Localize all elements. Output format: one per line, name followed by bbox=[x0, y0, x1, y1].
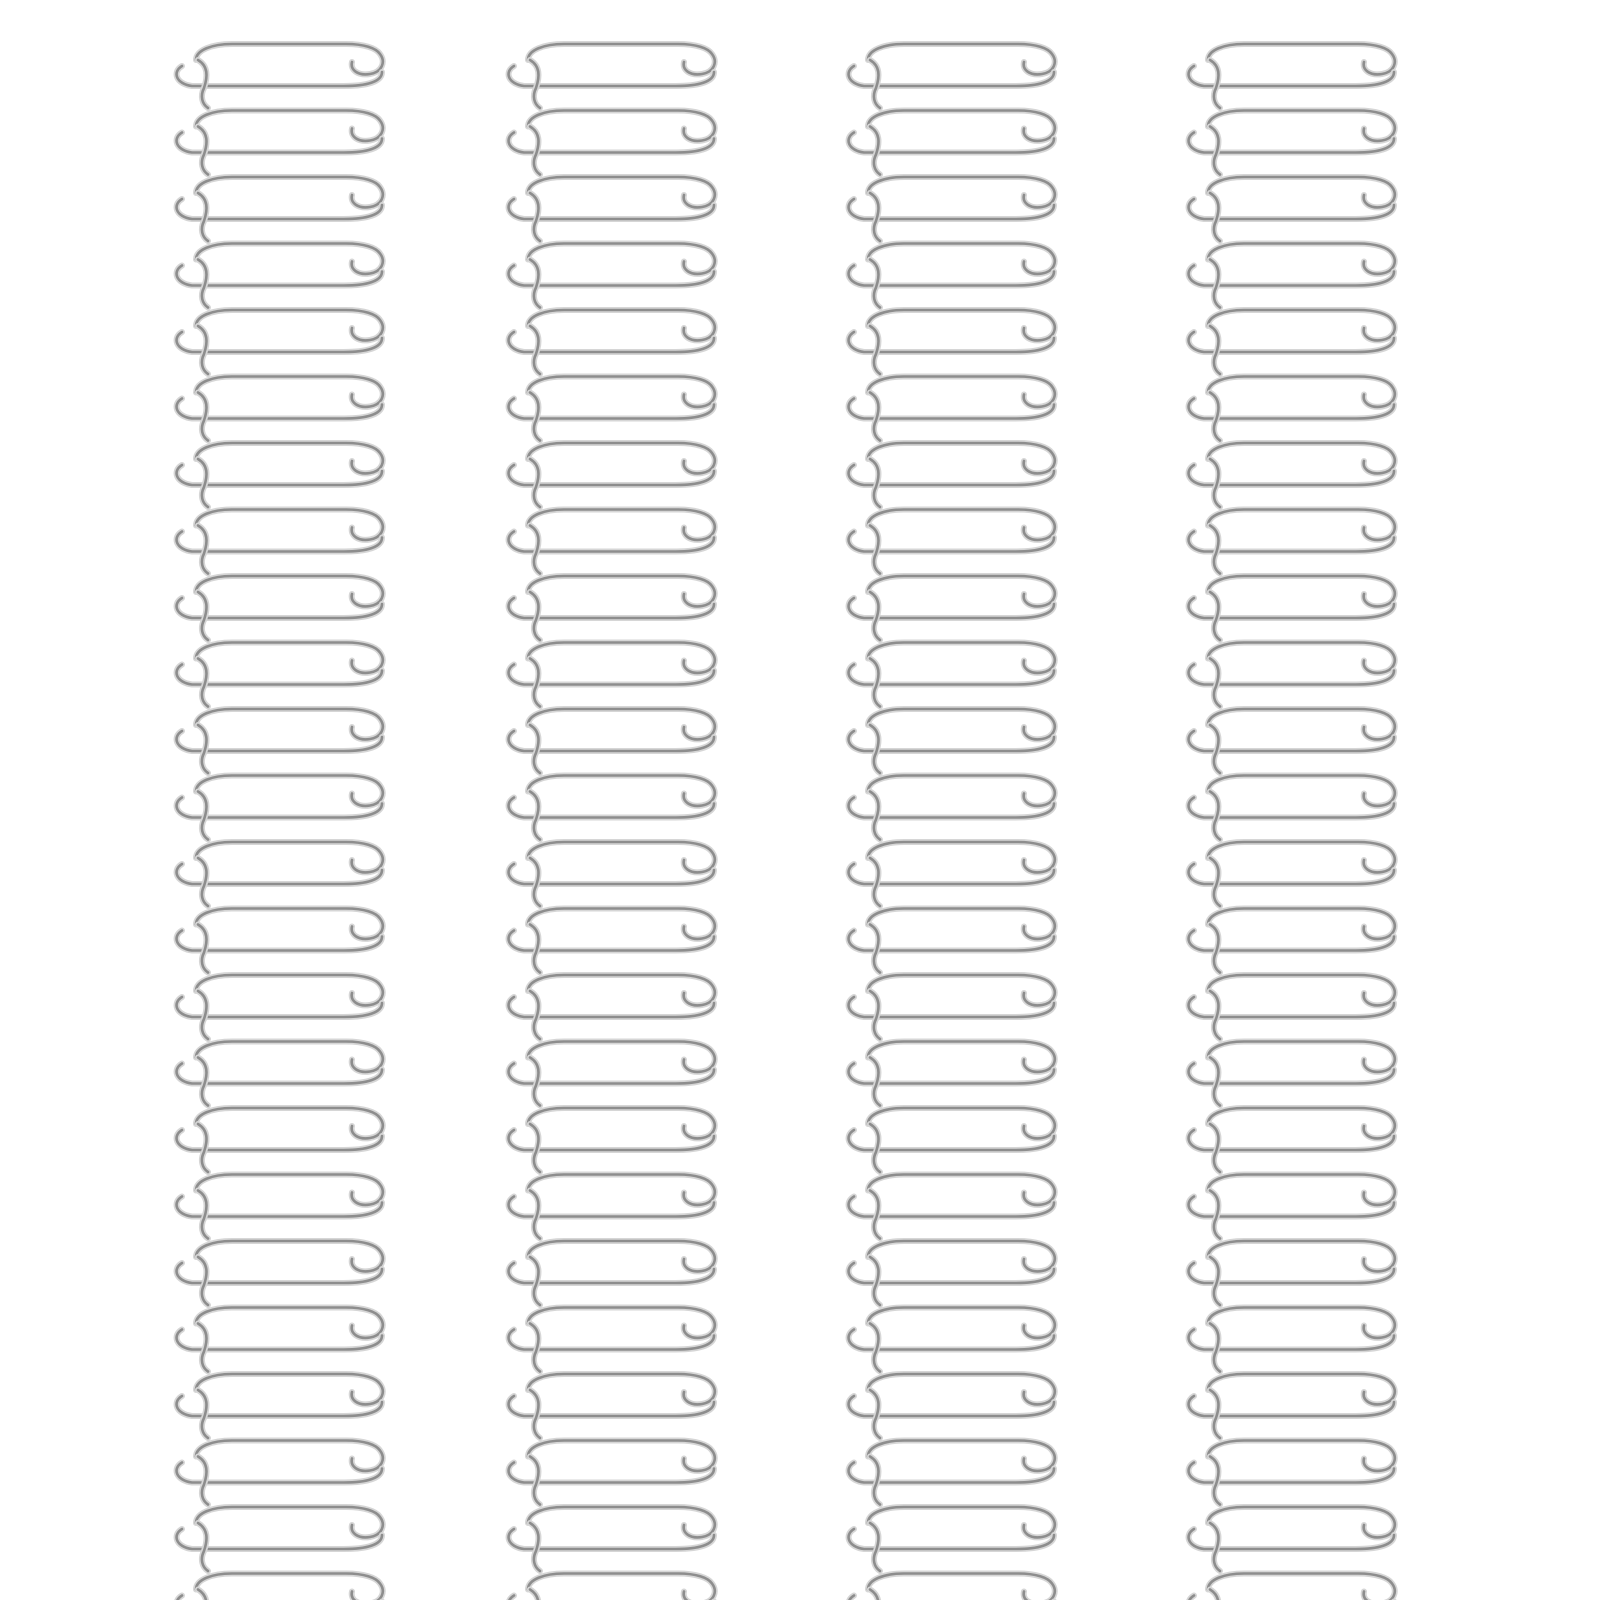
wire-loop bbox=[849, 975, 1055, 1039]
wire-loop bbox=[509, 909, 715, 973]
wire-loop bbox=[509, 177, 715, 241]
wire-loop bbox=[849, 842, 1055, 906]
wire-loop bbox=[1189, 1308, 1395, 1372]
wire-loop bbox=[1189, 177, 1395, 241]
wire-loop bbox=[1189, 1042, 1395, 1106]
wire-loop bbox=[849, 44, 1055, 108]
wire-loop bbox=[849, 1042, 1055, 1106]
wire-loop bbox=[1189, 1507, 1395, 1571]
wire-loop bbox=[177, 1108, 383, 1172]
wire-loop bbox=[849, 1308, 1055, 1372]
wire-loop bbox=[849, 177, 1055, 241]
wire-loop bbox=[177, 1574, 383, 1600]
wire-loop bbox=[849, 111, 1055, 175]
wire-loop bbox=[509, 111, 715, 175]
wire-loop bbox=[1189, 776, 1395, 840]
wire-loop bbox=[177, 1175, 383, 1239]
wire-loop bbox=[509, 244, 715, 308]
wire-loop bbox=[177, 975, 383, 1039]
wire-loop bbox=[509, 975, 715, 1039]
wire-loop bbox=[1189, 443, 1395, 507]
wire-loop bbox=[849, 1374, 1055, 1438]
wire-loop bbox=[849, 443, 1055, 507]
wire-loop bbox=[1189, 842, 1395, 906]
wire-loop bbox=[177, 44, 383, 108]
wire-loop bbox=[177, 377, 383, 441]
wire-loop bbox=[509, 377, 715, 441]
wire-loop bbox=[849, 1574, 1055, 1600]
wire-loop bbox=[1189, 310, 1395, 374]
wire-loop bbox=[177, 842, 383, 906]
wire-spine bbox=[177, 44, 383, 1600]
wire-loop bbox=[1189, 1241, 1395, 1305]
wire-loop bbox=[1189, 1441, 1395, 1505]
wire-spine bbox=[509, 44, 715, 1600]
wire-loop bbox=[509, 310, 715, 374]
wire-loop bbox=[509, 1441, 715, 1505]
wire-loop bbox=[177, 709, 383, 773]
wire-loop bbox=[849, 709, 1055, 773]
wire-loop bbox=[177, 1441, 383, 1505]
wire-loop bbox=[177, 510, 383, 574]
wire-spine bbox=[849, 44, 1055, 1600]
wire-loop bbox=[177, 643, 383, 707]
wire-spine bbox=[1189, 44, 1395, 1600]
wire-loop bbox=[177, 1241, 383, 1305]
wire-loop bbox=[509, 1507, 715, 1571]
wire-loop bbox=[1189, 111, 1395, 175]
wire-loop bbox=[849, 576, 1055, 640]
wire-loop bbox=[1189, 1374, 1395, 1438]
wire-loop bbox=[177, 1374, 383, 1438]
wire-loop bbox=[509, 643, 715, 707]
wire-loop bbox=[849, 377, 1055, 441]
wire-loop bbox=[1189, 377, 1395, 441]
wire-loop bbox=[849, 244, 1055, 308]
wire-loop bbox=[1189, 244, 1395, 308]
wire-loop bbox=[177, 1507, 383, 1571]
wire-loop bbox=[1189, 709, 1395, 773]
wire-loop bbox=[849, 310, 1055, 374]
wire-loop bbox=[177, 776, 383, 840]
wire-loop bbox=[849, 909, 1055, 973]
wire-loop bbox=[849, 1441, 1055, 1505]
wire-loop bbox=[1189, 975, 1395, 1039]
wire-loop bbox=[509, 510, 715, 574]
wire-loop bbox=[177, 310, 383, 374]
wire-loop bbox=[177, 111, 383, 175]
wire-loop bbox=[509, 709, 715, 773]
wire-loop bbox=[509, 1241, 715, 1305]
wire-loop bbox=[177, 1308, 383, 1372]
wire-loop bbox=[1189, 1574, 1395, 1600]
wire-loop bbox=[509, 1574, 715, 1600]
wire-loop bbox=[177, 1042, 383, 1106]
wire-loop bbox=[509, 44, 715, 108]
wire-loop bbox=[509, 1175, 715, 1239]
wire-loop bbox=[1189, 643, 1395, 707]
wire-loop bbox=[1189, 44, 1395, 108]
wire-loop bbox=[509, 776, 715, 840]
wire-loop bbox=[849, 1507, 1055, 1571]
wire-loop bbox=[1189, 1108, 1395, 1172]
wire-loop bbox=[849, 1241, 1055, 1305]
wire-loop bbox=[509, 1042, 715, 1106]
wire-loop bbox=[849, 776, 1055, 840]
wire-loop bbox=[1189, 510, 1395, 574]
wire-loop bbox=[509, 443, 715, 507]
wire-loop bbox=[177, 576, 383, 640]
wire-loop bbox=[177, 909, 383, 973]
wire-loop bbox=[509, 842, 715, 906]
wire-loop bbox=[849, 643, 1055, 707]
wire-loop bbox=[849, 1108, 1055, 1172]
wire-loop bbox=[509, 1308, 715, 1372]
wire-loop bbox=[509, 1374, 715, 1438]
wire-loop bbox=[1189, 909, 1395, 973]
wire-loop bbox=[849, 1175, 1055, 1239]
wire-loop bbox=[849, 510, 1055, 574]
wire-loop bbox=[177, 177, 383, 241]
wire-loop bbox=[177, 443, 383, 507]
wire-loop bbox=[1189, 1175, 1395, 1239]
wire-loop bbox=[509, 1108, 715, 1172]
wire-loop bbox=[509, 576, 715, 640]
wire-loop bbox=[1189, 576, 1395, 640]
wire-loop bbox=[177, 244, 383, 308]
